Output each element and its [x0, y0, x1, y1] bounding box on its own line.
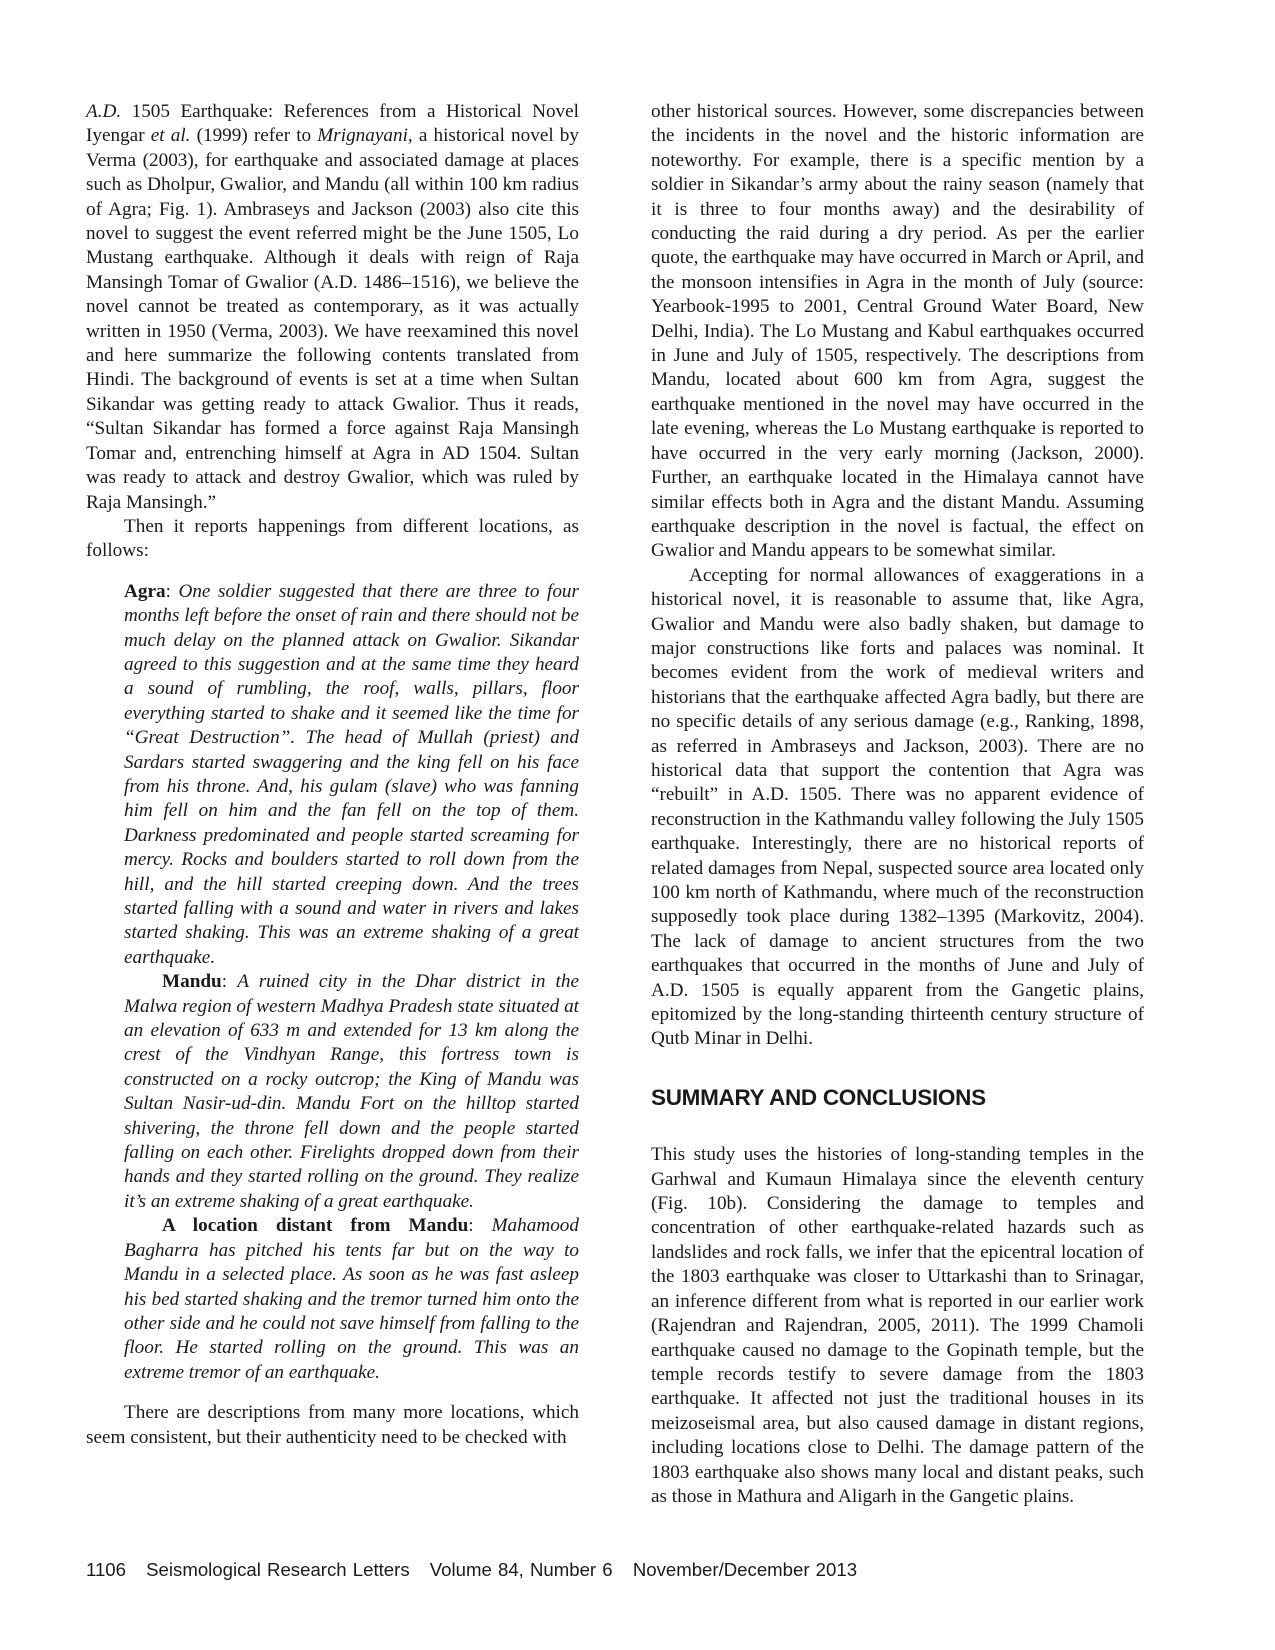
quote-label-distant: A location distant from Mandu: [162, 1215, 469, 1237]
page-footer: [86, 1559, 871, 1581]
paragraph-discrepancies: other historical sources. However, some discrepancies between the incidents in the novel and the historic information are noteworthy. For example, there is a specific mention by a soldier in Sikandar’s army about the rainy season (namely that it is three to four months away) and the desirability of conducting the raid during a dry period. As per the earlier quote, the earthquake may have occurred in March or April, and the monsoon intensifies in Agra in the month of July (source: Yearbook-1995 to 2001, Central Ground Water Board, New Delhi, India). The Lo Mustang and Kabul earthquakes occurred in June and July of 1505, respectively. The descriptions from Mandu, located about 600 km from Agra, suggest the earthquake mentioned in the novel may have occurred in the late evening, whereas the Lo Mustang earthquake is reported to have occurred in the very early morning (Jackson, 2000). Further, an earthquake located in the Himalaya cannot have similar effects both in Agra and the distant Mandu. Assuming earthquake description in the novel is factual, the effect on Gwalior and Mandu appears to be somewhat similar.: [651, 101, 1144, 562]
block-quote: [124, 580, 579, 1385]
journal-name: Seismological Research Letters: [146, 1559, 410, 1580]
paragraph-exaggerations: Accepting for normal allowances of exaggerations in a historical novel, it is reasonable to assume that, like Agra, Gwalior and Mandu were also badly shaken, but damage to major constructions like forts and palaces was nominal. It becomes evident from the work of medieval writers and historians that the earthquake affected Agra badly, but there are no specific details of any serious damage (e.g., Ranking, 1898, as referred in Ambraseys and Jackson, 2003). There are no historical data that support the contention that Agra was “rebuilt” in A.D. 1505. There was no apparent evidence of reconstruction in the Kathmandu valley following the July 1505 earthquake. Interestingly, there are no historical reports of related damages from Nepal, suspected source area located only 100 km north of Kathmandu, where much of the reconstruction supposedly took place during 1382–1395 (Markovitz, 2004). The lack of damage to ancient structures from the two earthquakes that occurred in the months of June and July of A.D. 1505 is equally apparent from the Gangetic plains, epitomized by the long-standing thirteenth century structure of Qutb Minar in Delhi.: [651, 564, 1144, 1050]
paragraph-locations-intro: Then it reports happenings from different locations, as follows:: [86, 515, 579, 562]
page-number: 1106: [86, 1559, 126, 1580]
paragraph-summary: This study uses the histories of long-standing temples in the Garhwal and Kumaun Himalaya since the eleventh century (Fig. 10b). Considering the damage to temples and concentration of other earthquake-related hazards such as landslides and rock falls, we infer that the epicentral location of the 1803 earthquake was closer to Uttarkashi than to Srinagar, an inference different from what is reported in our earlier work (Rajendran and Rajendran, 2005, 2011). The 1999 Chamoli earthquake caused no damage to the Gopinath temple, but the temple records testify to severe damage from the 1803 earthquake. It affected not just the traditional houses in its meizoseismal area, but also caused damage in distant regions, including locations close to Delhi. The damage pattern of the 1803 earthquake also shows many local and distant peaks, such as those in Mathura and Aligarh in the Gangetic plains.: [651, 1144, 1144, 1507]
quote-mandu: Mandu: A ruined city in the Dhar district in the Malwa region of western Madhya Pradesh state situated at an elevation of 633 m and extended for 13 km along the crest of the Vindhyan Range, this fortress town is constructed on a rocky outcrop; the King of Mandu was Sultan Nasir-ud-din. Mandu Fort on the hilltop started shivering, the throne fell down and the people started falling on each other. Firelights dropped down from their hands and they started rolling on the ground. They realize it’s an extreme shaking of a great earthquake.: [124, 971, 579, 1212]
paragraph-novel-reference: A.D. 1505 Earthquake: References from a Historical Novel Iyengar et al. (1999) refer to Mrignayani, a historical novel by Verma (2003), for earthquake and associated damage at places such as Dholpur, Gwalior, and Mandu (all within 100 km radius of Agra; Fig. 1). Ambraseys and Jackson (2003) also cite this novel to suggest the event referred might be the June 1505, Lo Mustang earthquake. Although it deals with reign of Raja Mansingh Tomar of Gwalior (A.D. 1486–1516), we believe the novel cannot be treated as contemporary, as it was actually written in 1950 (Verma, 2003). We have reexamined this novel and here summarize the following contents translated from Hindi. The background of events is set at a time when Sultan Sikandar was getting ready to attack Gwalior. Thus it reads, “Sultan Sikandar has formed a force against Raja Mansingh Tomar and, entrenching himself at Agra in AD 1504. Sultan was ready to attack and destroy Gwalior, which was ruled by Raja Mansingh.”: [86, 101, 579, 513]
volume-issue: Volume 84, Number 6: [429, 1559, 613, 1580]
right-column: [651, 100, 1144, 1509]
left-column: [86, 100, 579, 1450]
section-heading: SUMMARY AND CONCLUSIONS: [651, 1084, 986, 1110]
quote-label-agra: Agra: [124, 580, 166, 602]
novel-title: Mrignayani: [317, 125, 408, 147]
paragraph-more-locations: There are descriptions from many more locations, which seem consistent, but their authenticity need to be checked with: [86, 1402, 579, 1448]
quote-distant-location: A location distant from Mandu: Mahamood Bagharra has pitched his tents far but on the way to Mandu in a selected place. As soon as he was fast asleep his bed started shaking and the tremor turned him onto the other side and he could not save himself from falling to the floor. He started rolling on the ground. This was an extreme tremor of an earthquake.: [124, 1215, 579, 1383]
subsection-heading: A.D. 1505 Earthquake: References from a Historical Novel: [86, 101, 579, 122]
quote-label-mandu: Mandu: [162, 971, 222, 993]
quote-agra: Agra: One soldier suggested that there are three to four months left before the onset of rain and there should not be much delay on the planned attack on Gwalior. Sikandar agreed to this suggestion and at the same time they heard a sound of rumbling, the roof, walls, pillars, floor everything started to shake and it seemed like the time for “Great Destruction”. The head of Mullah (priest) and Sardars started swaggering and the king fell on his face from his throne. And, his gulam (slave) who was fanning him fell on him and the fan fell on the top of them. Darkness predominated and people started screaming for mercy. Rocks and boulders started to roll down from the hill, and the hill started creeping down. And the trees started falling with a sound and water in rivers and lakes started shaking. This was an extreme shaking of a great earthquake.: [124, 580, 579, 968]
issue-date: November/December 2013: [632, 1559, 858, 1580]
